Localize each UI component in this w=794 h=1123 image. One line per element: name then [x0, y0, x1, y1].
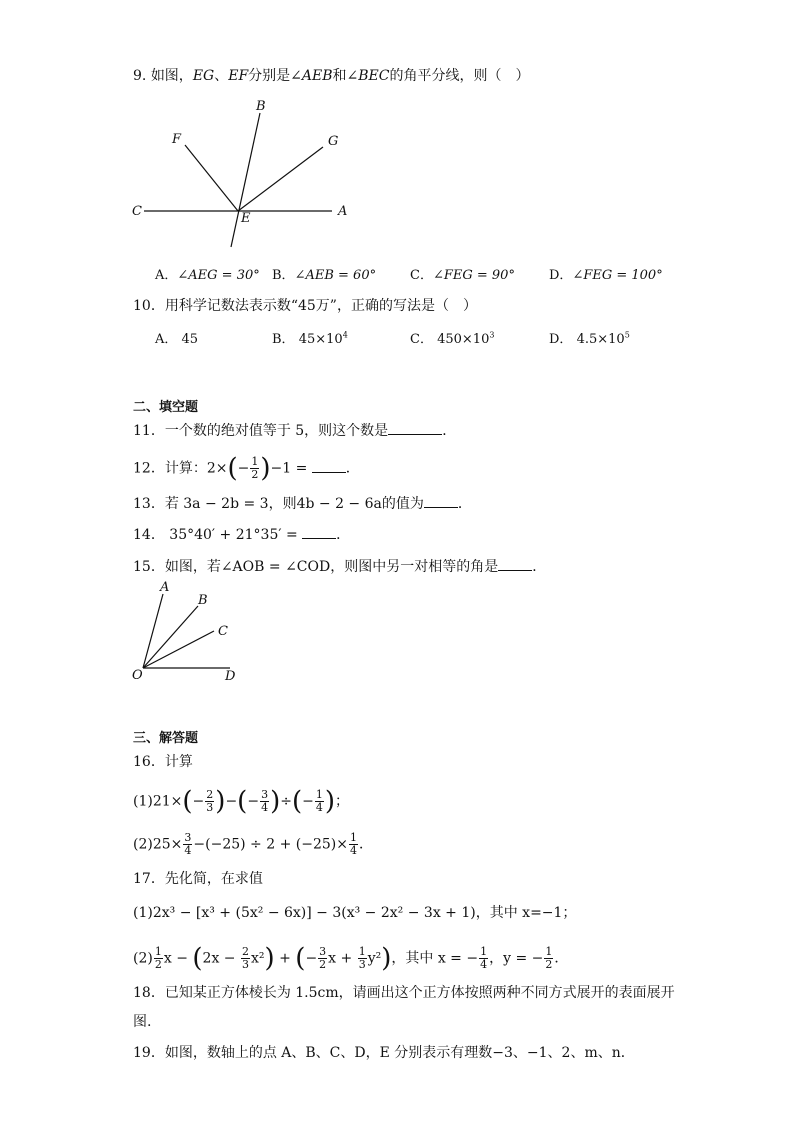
ray-ef: [185, 145, 238, 211]
q14-answer-blank[interactable]: [302, 524, 336, 539]
q17-part2: (2) $\frac{1}{2}$ x − (2x − $\frac{2}{3}$ x²) + (− $\frac{3}{2}$ x + $\frac{1}{3}$ y²)，其中 x = − $\frac{1}{4}$ ，y = − $\frac{1}{2}$ ．: [133, 943, 569, 974]
q9-sep: 、: [214, 68, 229, 84]
term: x²: [250, 950, 265, 967]
label-f: F: [172, 132, 182, 147]
paren: ): [270, 786, 281, 817]
q10-option-c-exp: 3: [489, 330, 495, 340]
op: ÷: [280, 793, 292, 810]
q13-number: 13．: [133, 496, 165, 512]
q16-p2-a: 25×: [152, 836, 183, 853]
q18-text-2: 图.: [133, 1014, 152, 1030]
label-e: E: [241, 211, 251, 226]
q16-part1: (1)21×(− $\frac{2}{3}$ )−(− $\frac{3}{4}$ )÷(− $\frac{1}{4}$ )；: [133, 786, 349, 817]
q12-number: 12．: [133, 460, 165, 477]
fraction: [315, 789, 324, 814]
q9-stem: [133, 66, 529, 86]
q12-end: ．: [345, 460, 360, 477]
den: 3: [206, 801, 214, 814]
paren: (: [192, 943, 203, 974]
q9-option-b[interactable]: [272, 264, 376, 283]
ray-oc: [143, 631, 214, 668]
q16-p1-tag: (1): [133, 793, 153, 810]
q9-figure: [130, 95, 360, 255]
q17-part1: [133, 903, 576, 923]
q13-text: 若 3a − 2b = 3，则4b − 2 − 6a的值为: [164, 496, 424, 512]
end: ．: [554, 950, 569, 967]
fraction: [205, 789, 214, 814]
q19-number: 19．: [133, 1045, 165, 1061]
q12-fraction: [250, 456, 259, 481]
q13-end: ．: [457, 496, 472, 512]
fraction: [183, 832, 192, 857]
q9-bec: BEC: [358, 68, 390, 84]
q10-option-b-exp: 4: [342, 330, 348, 340]
q9-aeb: AEB: [301, 68, 333, 84]
q9-option-a-letter: A．: [155, 268, 178, 283]
num: 2: [206, 788, 214, 801]
q12-tail: −1 =: [270, 460, 308, 477]
den: 4: [261, 801, 269, 814]
q15-number: 15．: [133, 559, 165, 575]
q10-option-d-letter: D．: [549, 332, 573, 347]
q11-answer-blank[interactable]: [388, 420, 442, 435]
q10-option-a[interactable]: [155, 328, 198, 347]
q10-number: 10．: [133, 298, 165, 314]
q16-p2-mid: −(−25) ÷ 2 + (−25)×: [193, 836, 348, 853]
num: 3: [261, 788, 269, 801]
num: 1: [358, 945, 366, 958]
end: ；: [335, 793, 349, 810]
den: 2: [545, 958, 553, 971]
q12-pre: 计算：: [164, 460, 207, 477]
num: 1: [480, 945, 488, 958]
paren: (: [291, 786, 303, 817]
ray-eb: [231, 113, 260, 247]
q15-text: 如图，若∠AOB = ∠COD，则图中另一对相等的角是: [164, 559, 499, 575]
q19: [133, 1043, 635, 1063]
q9-option-b-expr: ∠AEB = 60°: [294, 268, 377, 283]
label-a: A: [160, 580, 170, 595]
q16-text: 计算: [164, 754, 193, 770]
q10-option-c-value: 450×10: [437, 332, 490, 347]
q16-part2: [133, 832, 373, 857]
q11-end: ．: [442, 423, 457, 439]
q10-option-d-exp: 5: [624, 330, 630, 340]
q19-text: 如图，数轴上的点 A、B、C、D，E 分别表示有理数−3、−1、2、m、n．: [164, 1045, 635, 1061]
q14-number: 14．: [133, 527, 165, 543]
q17-stem: [133, 869, 263, 889]
q15-figure: [128, 578, 248, 682]
q9-option-c[interactable]: [410, 264, 515, 283]
q9-number: 9.: [133, 68, 147, 84]
q10-option-a-letter: A．: [155, 332, 178, 347]
q17-p2-tag: (2): [133, 950, 153, 967]
q15: [133, 556, 546, 577]
q12-lparen: (: [227, 453, 238, 484]
q10-option-d[interactable]: [549, 328, 630, 347]
q12-a: 2×: [206, 460, 228, 477]
q9-option-a[interactable]: [155, 264, 260, 283]
q14-expr: 35°40′ + 21°35′ =: [169, 527, 298, 543]
fraction: [479, 946, 488, 971]
num: 2: [241, 945, 249, 958]
q9-mid: 分别是∠: [248, 68, 302, 84]
num: 1: [315, 788, 323, 801]
q9-option-c-expr: ∠FEG = 90°: [432, 268, 515, 283]
section-2-title: 二、填空题: [133, 400, 199, 415]
q18-line1: [133, 983, 675, 1003]
q12-frac-den: 2: [251, 468, 259, 481]
section-3-title: 三、解答题: [133, 731, 199, 746]
q11-number: 11．: [133, 423, 165, 439]
label-d: D: [225, 669, 236, 682]
q10-option-c-letter: C．: [410, 332, 433, 347]
fraction: [349, 832, 358, 857]
q12-rparen: ): [260, 453, 271, 484]
q12-frac-num: 1: [251, 455, 259, 468]
q17-p1-tag: (1): [133, 905, 153, 921]
label-b: B: [198, 593, 208, 608]
label-c: C: [132, 204, 142, 219]
q10-option-c[interactable]: [410, 328, 494, 347]
cond: ，其中 x = −: [391, 950, 479, 967]
q9-option-c-letter: C．: [410, 268, 433, 283]
q12-minus: −: [237, 460, 250, 477]
label-o: O: [132, 668, 143, 682]
q9-text: 如图，: [150, 68, 193, 84]
term: x −: [163, 950, 193, 967]
q18-line2: [133, 1012, 151, 1032]
paren: (: [295, 943, 306, 974]
den: 3: [241, 958, 249, 971]
term: x +: [328, 950, 357, 967]
num: 1: [154, 945, 162, 958]
num: 1: [349, 831, 357, 844]
op: +: [274, 950, 296, 967]
num: 3: [184, 831, 192, 844]
q15-answer-blank[interactable]: [498, 556, 532, 571]
q9-post: 的角平分线，则（ ）: [389, 68, 530, 84]
q17-text: 先化简，在求值: [164, 871, 263, 887]
num: 1: [545, 945, 553, 958]
paren: ): [324, 786, 335, 817]
fraction: [358, 946, 367, 971]
den: 4: [315, 801, 323, 814]
paren: (: [182, 786, 193, 817]
q9-and: 和∠: [332, 68, 359, 84]
q9-option-a-expr: ∠AEG = 30°: [177, 268, 260, 283]
q16-number: 16．: [133, 754, 165, 770]
den: 3: [358, 958, 366, 971]
q10-stem: [133, 296, 477, 316]
fraction: [260, 789, 269, 814]
q17-number: 17．: [133, 871, 165, 887]
q9-eg: EG: [192, 68, 215, 84]
q17-p1-cond: ，其中 x=−1；: [475, 905, 577, 921]
q15-end: ．: [532, 559, 547, 575]
q12-answer-blank[interactable]: [312, 458, 346, 473]
q10-option-b[interactable]: [272, 328, 348, 347]
q17-p1-expr: 2x³ − [x³ + (5x² − 6x)] − 3(x³ − 2x² − 3x + 1): [152, 905, 476, 921]
q18-number: 18．: [133, 985, 165, 1001]
q10-text: 用科学记数法表示数“45万”，正确的写法是（ ）: [164, 298, 477, 314]
label-b: B: [256, 99, 266, 114]
q13-answer-blank[interactable]: [424, 493, 458, 508]
paren: (: [237, 786, 248, 817]
end: ．: [358, 836, 373, 853]
q13: [133, 493, 472, 514]
term: 2x −: [202, 950, 240, 967]
q11: [133, 420, 456, 441]
den: 4: [349, 844, 357, 857]
q10-option-b-value: 45×10: [298, 332, 343, 347]
q16-p2-tag: (2): [133, 836, 153, 853]
paren: ): [381, 943, 392, 974]
q9-option-d[interactable]: [549, 264, 663, 283]
cond: ，y = −: [489, 950, 544, 967]
den: 4: [480, 958, 488, 971]
q10-option-d-value: 4.5×10: [576, 332, 625, 347]
q16-p1-a: 21×: [152, 793, 183, 810]
op: −: [225, 793, 238, 810]
label-c: C: [218, 624, 228, 639]
fraction: [241, 946, 250, 971]
q18-text-1: 已知某正方体棱长为 1.5cm，请画出这个正方体按照两种不同方式展开的表面展开: [164, 985, 675, 1001]
q10-option-b-letter: B．: [272, 332, 295, 347]
q9-option-d-expr: ∠FEG = 100°: [572, 268, 663, 283]
den: 4: [184, 844, 192, 857]
q9-ef: EF: [228, 68, 249, 84]
q9-option-d-letter: D．: [549, 268, 573, 283]
fraction: [318, 946, 327, 971]
label-g: G: [328, 134, 339, 149]
q10-option-a-value: 45: [181, 332, 199, 347]
q11-text: 一个数的绝对值等于 5，则这个数是: [164, 423, 389, 439]
num: 3: [319, 945, 327, 958]
fraction: [544, 946, 553, 971]
paren: ): [264, 943, 275, 974]
term: y²: [367, 950, 382, 967]
q14: [133, 524, 350, 545]
q9-option-b-letter: B．: [272, 268, 295, 283]
fraction: [154, 946, 163, 971]
q14-end: ．: [336, 527, 351, 543]
q16-stem: [133, 752, 193, 772]
paren: ): [215, 786, 226, 817]
den: 2: [319, 958, 327, 971]
den: 2: [154, 958, 162, 971]
q12: [133, 453, 360, 484]
label-a: A: [338, 204, 348, 219]
